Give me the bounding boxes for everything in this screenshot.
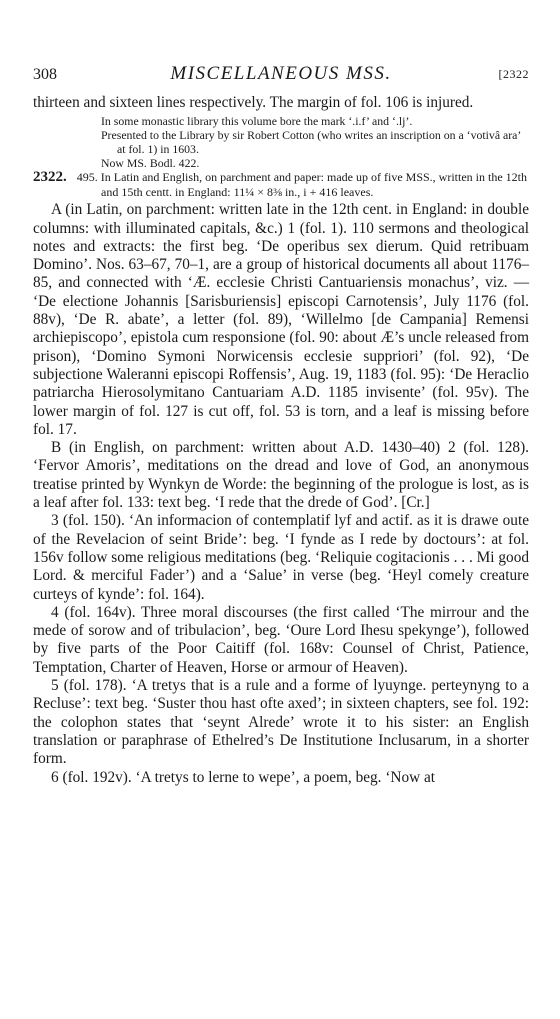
item-3-paragraph: 3 (fol. 150). ‘An informacion of contemplatif lyf and actif. as it is drawe oute of the Revelacion of seint Bride’: beg. ‘I fynde as I rede by doctours’: at fol. 156v follow some religious meditations (beg. ‘Reliquie cogitacionis . . . Mi good Lord. & merciful Fader’) and a ‘Salue’ in verse (beg. ‘Heyl comely creature curteys of kynde’: fol. 164). <box>33 512 529 603</box>
entry-number: 2322. <box>33 169 67 186</box>
page-number: 308 <box>33 66 57 83</box>
item-4-paragraph: 4 (fol. 164v). Three moral discourses (the first called ‘The mirrour and the mede of sorow and of tribulacion’, beg. ‘Oure Lord Ihesu spekynge’), followed by five parts of the Poor Caitiff (fol. 168v: Counsel of Christ, Patience, Temptation, Charter of Heaven, Horse or armour of Heaven). <box>33 603 529 676</box>
section-a-paragraph: A (in Latin, on parchment: written late in the 12th cent. in England: in double columns: with illuminated capitals, &c.) 1 (fol. 1). 110 sermons and theological notes and extracts: the first beg. ‘De operibus sex dierum. Quid retribuam Domino’. Nos. 63–67, 70–1, are a group of historical documents all about 1176–85, and connected with ‘Æ. ecclesie Christi Cantuariensis monachus’, viz. — ‘De electione Johannis [Sarisburiensis] episcopi Carnotensis’, July 1176 (fol. 88v), ‘De R. abate’, a letter (fol. 89), ‘Willelmo [de Campania] Remensi archiepiscopo’, epistola cum responsione (fol. 90: about Æ’s uncle released from prison), ‘Domino Symoni Norwicensis ecclesie suppriori’ (fol. 92), ‘De subjectione Waleranni episcopi Roffensis’, Aug. 19, 1183 (fol. 95): ‘De Heraclio patriarcha Hierosolymitano Cantuariam A.D. 1185 invisente’ (fol. 95v). The lower margin of fol. 127 is cut off, fol. 53 is torn, and a leaf is missing before fol. 17. <box>33 201 529 438</box>
page-body <box>33 94 529 787</box>
document-page <box>33 63 529 787</box>
entry-signature: [2322 <box>498 67 529 81</box>
item-5-paragraph: 5 (fol. 178). ‘A tretys that is a rule and a forme of lyuynge. perteynyng to a Recluse’: text beg. ‘Suster thou hast ofte axed’; in sixteen chapters, see fol. 192: the colophon states that ‘seynt Alrede’ wrote it to his sister: an English translation or paraphrase of Ethelred’s De Institutione Inclusarum, in a shorter form. <box>33 677 529 768</box>
page-header <box>33 63 529 94</box>
running-title: MISCELLANEOUS MSS. <box>170 63 392 84</box>
continuation-paragraph: thirteen and sixteen lines respectively. The margin of fol. 106 is injured. <box>33 94 474 111</box>
item-6-paragraph: 6 (fol. 192v). ‘A tretys to lerne to wepe’, a poem, beg. ‘Now at <box>51 768 436 786</box>
entry-heading <box>33 170 529 199</box>
section-b-paragraph: B (in English, on parchment: written about A.D. 1430–40) 2 (fol. 128). ‘Fervor Amoris’, meditations on the dread and love of God, an anonymous treatise printed by Wynkyn de Worde: the beginning of the prologue is lost, as is a leaf after fol. 133: text beg. ‘I rede that the drede of God’. [Cr.] <box>33 439 529 512</box>
entry-description: 495. In Latin and English, on parchment and paper: made up of five MSS., written in the 12th and 15th centt. in England: 11¼ × 8⅜ in., i + 416 leaves. <box>76 170 527 199</box>
note-line: In some monastic library this volume bore the mark ‘.i.f’ and ‘.lj’. <box>101 114 413 129</box>
note-line: Presented to the Library by sir Robert Cotton (who writes an inscription on a ‘votivâ ara’ at fol. 1) in 1603. <box>101 128 521 157</box>
note-line: Now MS. Bodl. 422. <box>101 156 200 171</box>
